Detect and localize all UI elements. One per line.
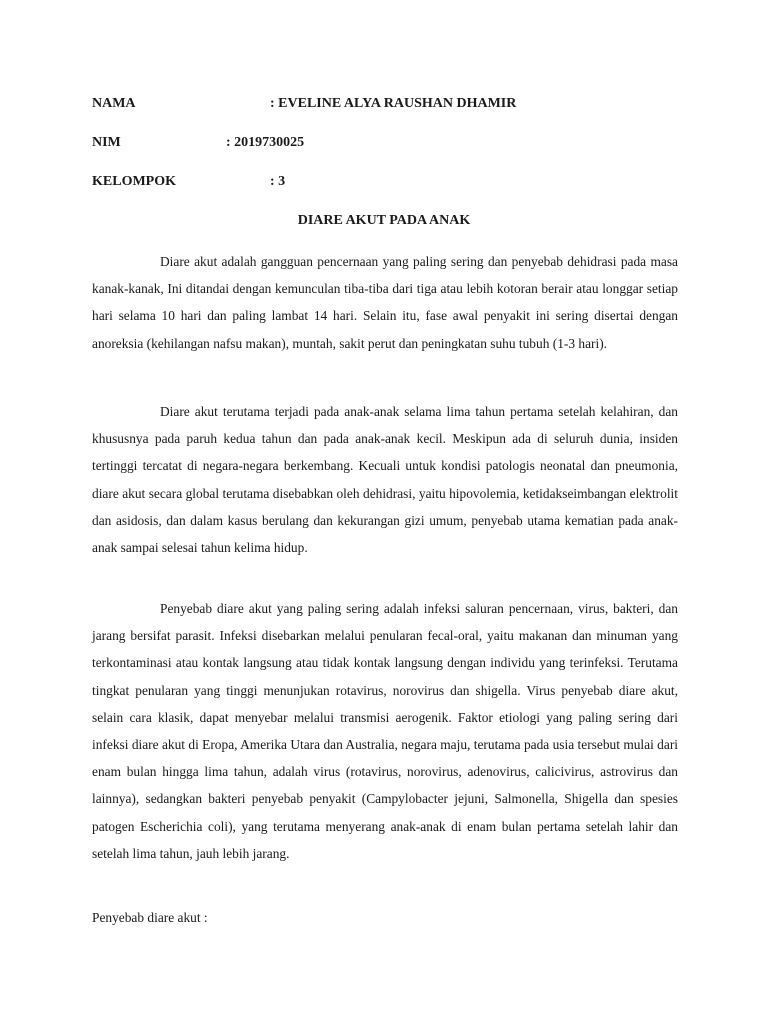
- paragraph-3: Penyebab diare akut yang paling sering adalah infeksi saluran pencernaan, virus, bakteri, dan jarang bersifat parasit. Infeksi disebarkan melalui penularan fecal-oral, yaitu makanan dan minuman yang terkontaminasi atau kontak langsung atau tidak kontak langsung dengan individu yang terinfeksi. Terutama tingkat penularan yang tinggi menunjukan rotavirus, norovirus dan shigella. Virus penyebab diare akut, selain cara klasik, dapat menyebar melalui transmisi aerogenik. Faktor etiologi yang paling sering dari infeksi diare akut di Eropa, Amerika Utara dan Australia, negara maju, terutama pada usia tersebut mulai dari enam bulan hingga lima tahun, adalah virus (rotavirus, norovirus, adenovirus, calicivirus, astrovirus dan lainnya), sedangkan bakteri penyebab penyakit (Campylobacter jejuni, Salmonella, Shigella dan spesies patogen Escherichia coli), yang terutama menyerang anak-anak di enam bulan pertama setelah lahir dan setelah lima tahun, jauh lebih jarang.: [92, 601, 678, 861]
- info-label: NIM: [92, 135, 121, 150]
- document-title: DIARE AKUT PADA ANAK: [297, 213, 471, 228]
- info-label: KELOMPOK: [92, 174, 176, 189]
- info-value: : 2019730025: [226, 135, 305, 150]
- info-row-nama: [92, 95, 517, 113]
- paragraph-2: Diare akut terutama terjadi pada anak-anak selama lima tahun pertama setelah kelahiran, dan khususnya pada paruh kedua tahun dan pada anak-anak kecil. Meskipun ada di seluruh dunia, insiden tertinggi tercatat di negara-negara berkembang. Kecuali untuk kondisi patologis neonatal dan pneumonia, diare akut secara global terutama disebabkan oleh dehidrasi, yaitu hipovolemia, ketidakseimbangan elektrolit dan asidosis, dan dalam kasus berulang dan kekurangan gizi umum, penyebab utama kematian pada anak-anak sampai selesai tahun kelima hidup.: [92, 404, 678, 556]
- info-value: : EVELINE ALYA RAUSHAN DHAMIR: [270, 96, 517, 111]
- info-row-kelompok: [92, 173, 286, 191]
- info-label: NAMA: [92, 96, 136, 111]
- paragraph-1: Diare akut adalah gangguan pencernaan yang paling sering dan penyebab dehidrasi pada masa kanak-kanak, Ini ditandai dengan kemunculan tiba-tiba dari tiga atau lebih kotoran berair atau longgar setiap hari selama 10 hari dan paling lambat 14 hari. Selain itu, fase awal penyakit ini sering disertai dengan anoreksia (kehilangan nafsu makan), muntah, sakit perut dan peningkatan suhu tubuh (1-3 hari).: [92, 254, 678, 351]
- paragraph-4: Penyebab diare akut :: [92, 910, 208, 925]
- info-value: : 3: [270, 174, 286, 189]
- info-row-nim: [92, 134, 305, 152]
